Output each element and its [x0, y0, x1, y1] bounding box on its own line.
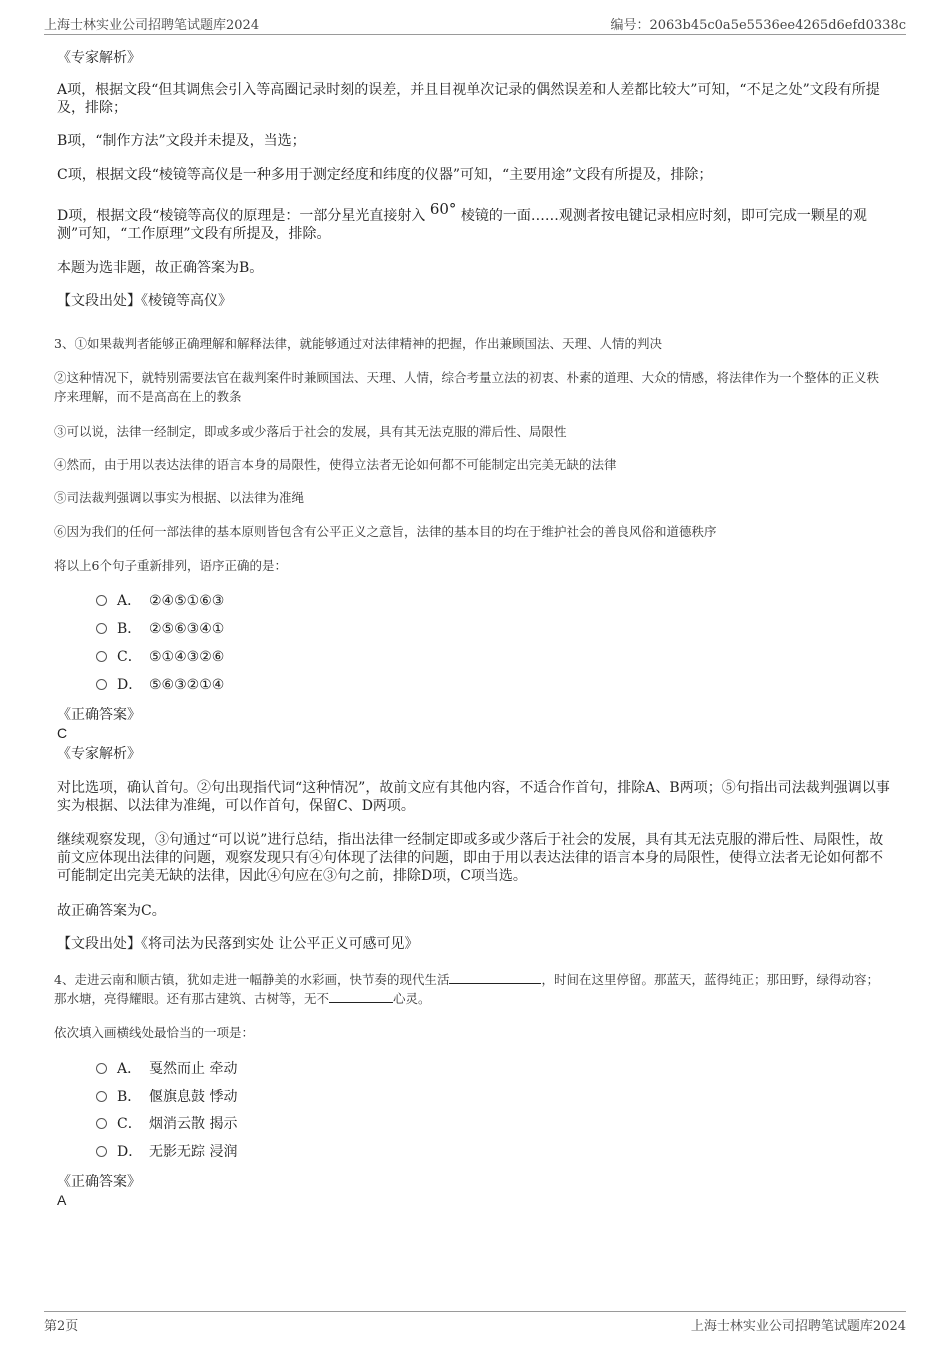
radio-icon[interactable] [96, 679, 107, 690]
q2-conclusion: 本题为选非题，故正确答案为B。 [57, 260, 264, 276]
q4-stem: 4、走进云南和顺古镇，犹如走进一幅静美的水彩画，快节奏的现代生活 ，时间在这里停留。那蓝天，蓝得纯正；那田野，绿得动容；那水塘，亮得耀眼。还有那古建筑、古树等，无不 心灵。 [54, 972, 879, 1006]
q4-option-a[interactable]: A． 戛然而止 牵动 [96, 1060, 237, 1078]
radio-icon[interactable] [96, 623, 107, 634]
q4-answer: A [57, 1192, 67, 1208]
q2-source: 【文段出处】《棱镜等高仪》 [57, 293, 232, 309]
q2-analysis-d [57, 200, 890, 243]
q3-source: 【文段出处】《将司法为民落到实处 让公平正义可感可见》 [57, 936, 419, 952]
q3-option-c[interactable]: C． ⑤①④③②⑥ [96, 648, 224, 666]
q3-analysis-label: 《专家解析》 [57, 746, 141, 762]
page-number: 第2页 [44, 1319, 79, 1334]
radio-icon[interactable] [96, 1091, 107, 1102]
q4-option-b[interactable]: B． 偃旗息鼓 悸动 [96, 1088, 237, 1106]
radio-icon[interactable] [96, 651, 107, 662]
q2-analysis-b: B项，“制作方法”文段并未提及，当选； [57, 133, 306, 149]
q3-analysis-p2: 继续观察发现，③句通过“可以说”进行总结，指出法律一经制定即或多或少落后于社会的发展，具有其无法克服的滞后性、局限性，故前文应体现出法律的问题，观察发现只有④句体现了法律的问题，即由于用以表达法律的语言本身的局限性，使得立法者无论如何都不可能制定出完美无缺的法律，因此④句应在③句之前，排除D项，C项当选。 [57, 832, 884, 884]
header-doc-id: 编号：2063b45c0a5e5536ee4265d6efd0338c [610, 18, 906, 33]
page-footer [44, 1311, 906, 1337]
q2-analysis-a: A项，根据文段“但其调焦会引入等高圈记录时刻的误差，并且目视单次记录的偶然误差和人差都比较大”可知，“不足之处”文段有所提及，排除； [57, 82, 880, 116]
q4-answer-label: 《正确答案》 [57, 1174, 141, 1190]
radio-icon[interactable] [96, 1118, 107, 1129]
radio-icon[interactable] [96, 595, 107, 606]
angle-formula: 60° [429, 200, 457, 218]
q3-sentence-6: ⑥因为我们的任何一部法律的基本原则皆包含有公平正义之意旨，法律的基本目的均在于维护社会的善良风俗和道德秩序 [54, 524, 717, 539]
page-header [44, 14, 906, 35]
fill-blank-2 [329, 990, 393, 1003]
q3-sentence-1: 3、①如果裁判者能够正确理解和解释法律，就能够通过对法律精神的把握，作出兼顾国法、天理、人情的判决 [54, 336, 662, 351]
q3-sentence-2: ②这种情况下，就特别需要法官在裁判案件时兼顾国法、天理、人情，综合考量立法的初衷、朴素的道理、大众的情感，将法律作为一个整体的正义秩序来理解，而不是高高在上的教条 [54, 370, 880, 404]
radio-icon[interactable] [96, 1063, 107, 1074]
q4-option-d[interactable]: D． 无影无踪 浸润 [96, 1143, 237, 1161]
q3-sentence-5: ⑤司法裁判强调以事实为根据、以法律为准绳 [54, 490, 305, 505]
q3-answer-label: 《正确答案》 [57, 707, 141, 723]
q4-option-c[interactable]: C． 烟消云散 揭示 [96, 1115, 237, 1133]
q3-option-a[interactable]: A． ②④⑤①⑥③ [96, 592, 224, 610]
fill-blank-1 [449, 971, 541, 984]
q3-answer: C [57, 725, 68, 741]
header-title: 上海士林实业公司招聘笔试题库2024 [44, 18, 260, 33]
q2-analysis-label: 《专家解析》 [57, 50, 141, 66]
q3-sentence-4: ④然而，由于用以表达法律的语言本身的局限性，使得立法者无论如何都不可能制定出完美无缺的法律 [54, 457, 617, 472]
q2-analysis-c: C项，根据文段“棱镜等高仪是一种多用于测定经度和纬度的仪器”可知，“主要用途”文段有所提及，排除； [57, 167, 713, 183]
q2-analysis-d-post: 棱镜的一面……观测者按电键记录相应时刻，即可完成一颗星的观测”可知，“工作原理”文段有所提及，排除。 [57, 208, 867, 242]
radio-icon[interactable] [96, 1146, 107, 1157]
q3-option-d[interactable]: D． ⑤⑥③②①④ [96, 676, 224, 694]
q3-prompt: 将以上6个句子重新排列，语序正确的是： [54, 558, 287, 573]
q2-analysis-d-pre: D项，根据文段“棱镜等高仪的原理是：一部分星光直接射入 [57, 208, 426, 224]
q3-sentence-3: ③可以说，法律一经制定，即或多或少落后于社会的发展，具有其无法克服的滞后性、局限性 [54, 424, 567, 439]
q3-option-b[interactable]: B． ②⑤⑥③④① [96, 620, 224, 638]
q4-prompt: 依次填入画横线处最恰当的一项是： [54, 1025, 255, 1040]
q3-analysis-p1: 对比选项，确认首句。②句出现指代词“这种情况”，故前文应有其他内容，不适合作首句，排除A、B两项；⑤句指出司法裁判强调以事实为根据、以法律为准绳，可以作首句，保留C、D两项。 [57, 780, 890, 814]
footer-title: 上海士林实业公司招聘笔试题库2024 [690, 1319, 906, 1334]
q3-conclusion: 故正确答案为C。 [57, 903, 166, 919]
